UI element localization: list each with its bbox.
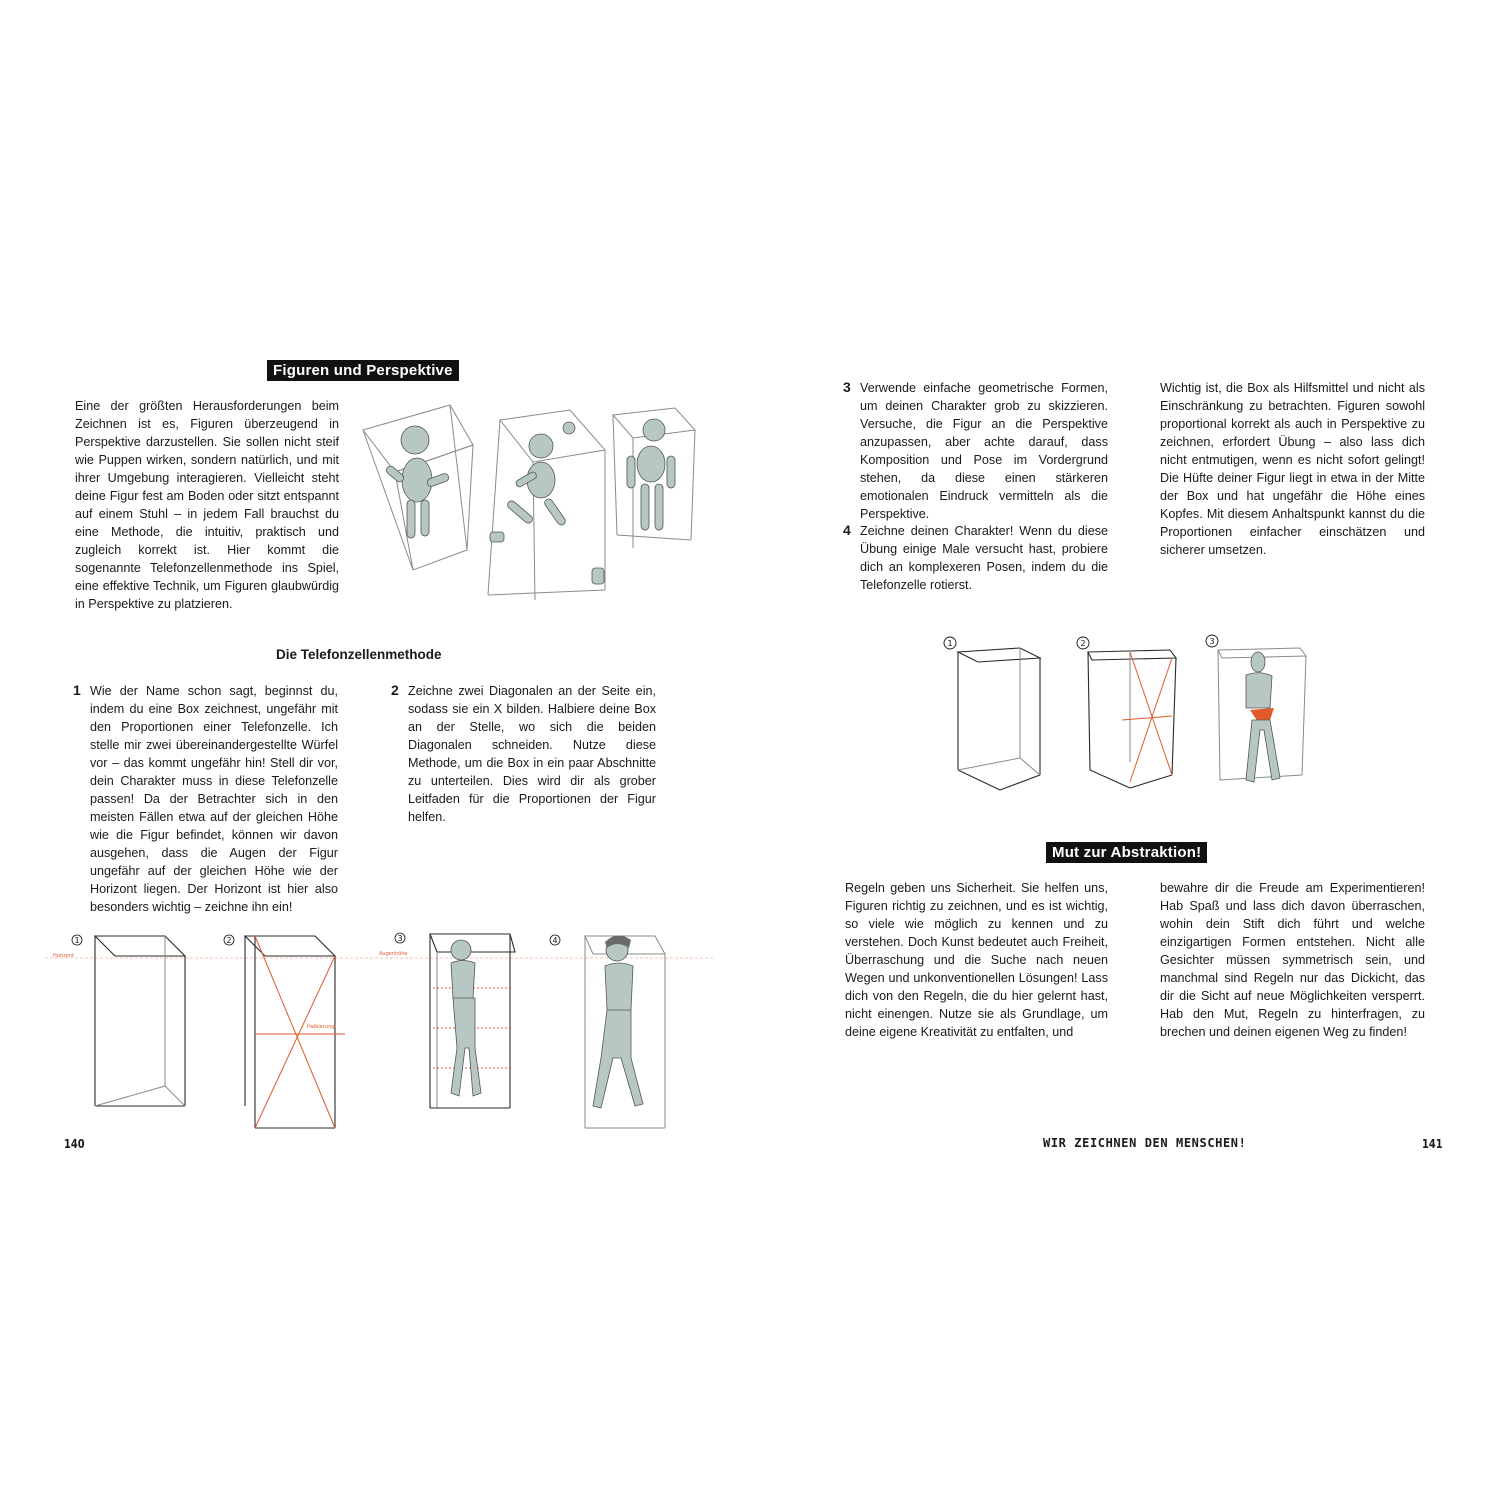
step-2-number: 2 — [391, 682, 399, 698]
step-1 — [73, 682, 338, 916]
right-diagram-2-label: 2 — [1080, 639, 1086, 648]
step-4-text: Zeichne deinen Charakter! Wenn du diese Übung einige Male versucht hast, probiere dich an komplexeren Posen, indem du die Telefonzelle rotierst. — [860, 524, 1108, 592]
right-figure-head — [1251, 652, 1265, 672]
phone-booth-steps-diagram — [45, 928, 725, 1133]
diagram-step-2-label: 2 — [226, 936, 232, 945]
page-number-left: 140 — [64, 1137, 85, 1151]
step-2 — [391, 682, 656, 826]
section-heading-figuren: Figuren und Perspektive — [267, 360, 459, 381]
mannequin-2-head — [529, 434, 553, 458]
right-diagram-3-label: 3 — [1209, 637, 1215, 646]
step-4-number: 4 — [843, 522, 851, 538]
intro-paragraph: Eine der größten Herausforderungen beim Zeichnen ist es, Figuren überzeugend in Perspektive darzustellen. Sie sollen nicht steif wie Puppen wirken, sondern natürlich, und mit ihrer Umgebung interagieren. Vielleicht steht deine Figur fest am Boden oder sitzt entspannt auf einem Stuhl – in jedem Fall brauchst du eine Methode, die intuitiv, praktisch und zugleich korrekt ist. Hier kommt die sogenannte Telefonzellenmethode ins Spiel, eine effektive Technik, um Figuren glaubwürdig in Perspektive zu platzieren. — [75, 399, 339, 611]
augenhoehe-label: Augenhöhe — [379, 951, 408, 957]
step-2-text: Zeichne zwei Diagonalen an der Seite ein, sodass sie ein X bilden. Halbiere deine Box an der Stelle, wo sich die beiden Diagonalen schneiden. Nutze diese Methode, um die Box in ein paar Abschnitte zu unterteilen. Dies wird dir als grober Leitfaden für die Proportionen der Figur helfen. — [408, 684, 656, 824]
phone-booth-rotation-diagram — [940, 630, 1320, 800]
step-4 — [843, 522, 1108, 594]
step-3-number: 3 — [843, 379, 851, 395]
step-3 — [843, 379, 1108, 523]
mannequin-1-head — [401, 426, 429, 454]
halbierung-label: Halbierung! — [307, 1024, 337, 1030]
mannequins-illustration — [355, 400, 710, 605]
mannequin-3-head — [643, 419, 665, 441]
right-column-text: Wichtig ist, die Box als Hilfsmittel und nicht als Einschränkung zu betrachten. Figuren sowohl proportional korrekt als auch in Perspektive zu zeichnen, erfordert Übung – also lass dich nicht entmutigen, wenn es nicht sofort gelingt! Die Hüfte deiner Figur liegt in etwa in der Mitte der Box und hat ungefähr die Höhe eines Kopfes. Mit diesem Anhaltspunkt kannst du die Proportionen einfacher einschätzen und sicherer umsetzen. — [1160, 381, 1425, 557]
diagram-step-4-label: 4 — [552, 936, 558, 945]
abstraktion-column-2: bewahre dir die Freude am Experimentieren! Hab Spaß und lass dich davon überraschen, wohin dein Stift dich führt und welche einzigartigen Formen entstehen. Nicht alle Gesichter müssen symmetrisch sein, und manchmal sind Regeln nur das Dickicht, das dir die Sicht auf neue Möglichkeiten versperrt. Hab den Mut, Regeln zu hinterfragen, zu brechen und deinen eigenen Weg zu finden! — [1160, 881, 1425, 1039]
running-head: WIR ZEICHNEN DEN MENSCHEN! — [1043, 1136, 1247, 1150]
subheading-telefonzellenmethode: Die Telefonzellenmethode — [276, 647, 442, 662]
step-3-text: Verwende einfache geometrische Formen, um deinen Charakter grob zu skizzieren. Versuche, die Figur an die Perspektive anzupassen, aber achte darauf, dass Komposition und Pose im Vordergrund stehen, da diese einen stärkeren emotionalen Eindruck vermitteln als die Perspektive. — [860, 381, 1108, 521]
diagram-step-1-label: 1 — [74, 936, 80, 945]
step-1-number: 1 — [73, 682, 81, 698]
abstraktion-column-1: Regeln geben uns Sicherheit. Sie helfen uns, Figuren richtig zu zeichnen, und es ist wichtig, so viele wie möglich zu kennen und zu verstehen. Doch Kunst bedeutet auch Freiheit, Überraschung und die Suche nach neuen Wegen und unkonventionellen Lösungen! Lass dich von den Regeln, die du hier gelernt hast, nicht einengen. Nutze sie als Grundlage, um deine eigene Kreativität zu entfalten, und — [845, 881, 1108, 1039]
right-diagram-1-label: 1 — [947, 639, 953, 648]
page-number-right: 141 — [1422, 1137, 1443, 1151]
diagram-step-3-label: 3 — [397, 934, 403, 943]
step-1-text: Wie der Name schon sagt, beginnst du, indem du eine Box zeichnest, ungefähr mit den Proportionen einer Telefonzelle. Ich stelle mir zwei übereinandergestellte Würfel vor – das kommt ungefähr hin! Stell dir vor, dein Charakter muss in diese Telefonzelle passen! Da der Betrachter sich in den meisten Fällen etwa auf der gleichen Höhe wie die Figur befindet, können wir davon ausgehen, dass die Augen der Figur ungefähr auf der gleichen Höhe wie der Horizont liegen. Der Horizont ist hier also besonders wichtig – zeichne ihn ein! — [90, 684, 338, 914]
section-heading-abstraktion: Mut zur Abstraktion! — [1046, 842, 1207, 863]
horizont-label: Horizont — [53, 953, 75, 959]
mannequin-1-torso — [402, 458, 432, 502]
step-3-figure-head — [451, 940, 471, 960]
